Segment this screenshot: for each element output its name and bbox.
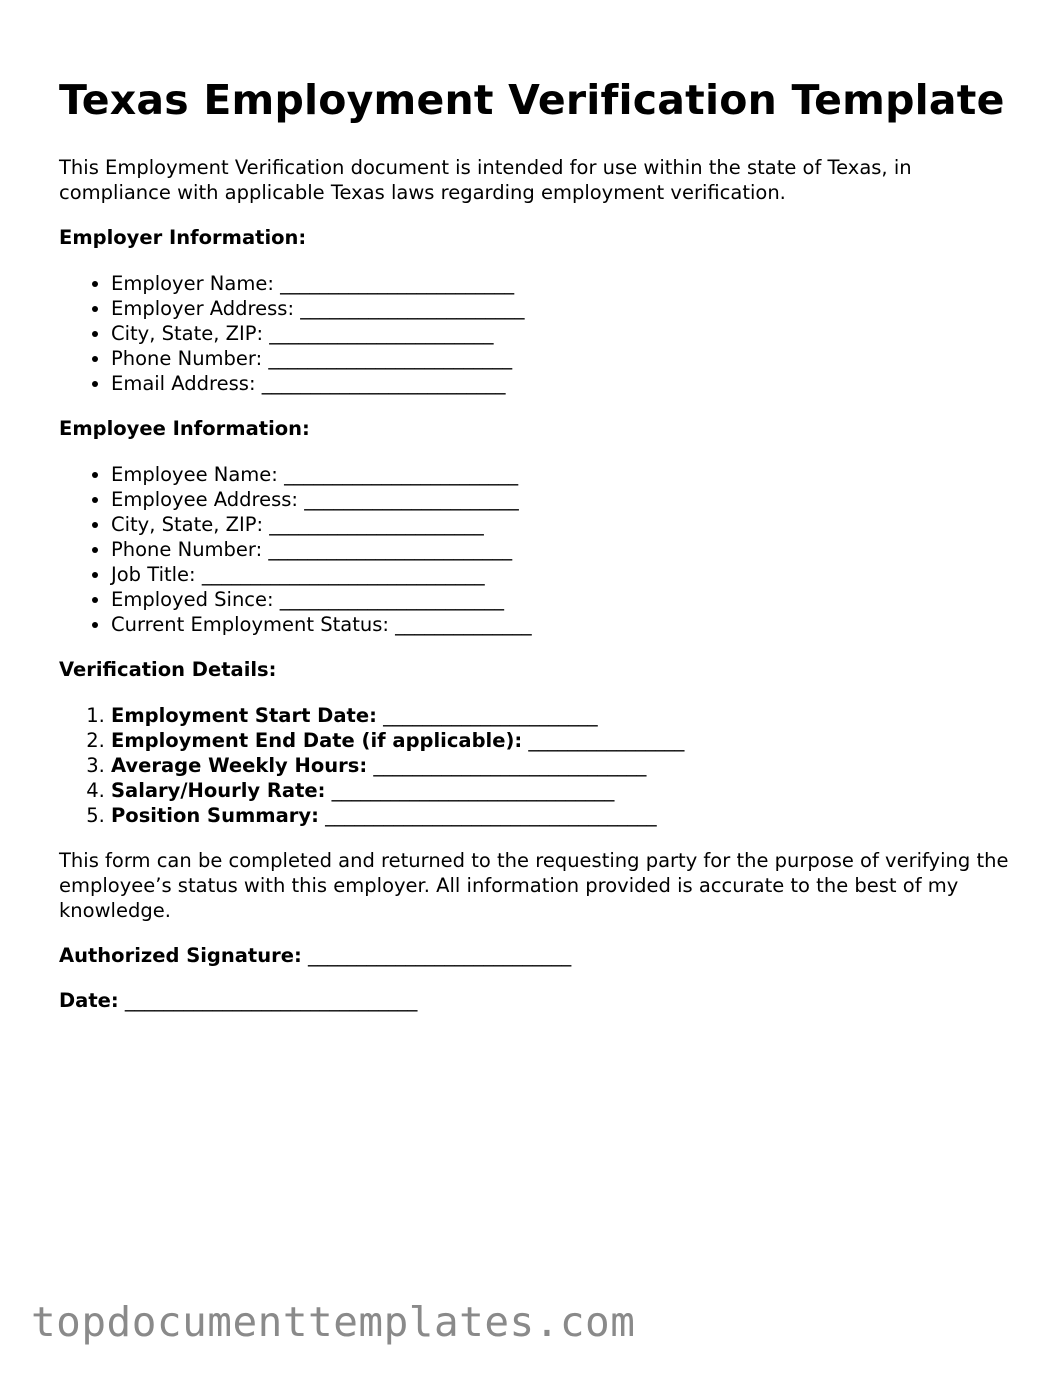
date-blank: ______________________________ bbox=[118, 989, 418, 1012]
start-date-field bbox=[111, 703, 1009, 728]
employer-section-heading: Employer Information: bbox=[59, 226, 307, 249]
end-date-field bbox=[111, 728, 1009, 753]
document-page bbox=[59, 76, 1009, 1013]
salary-rate-blank: _____________________________ bbox=[325, 779, 615, 802]
end-date-blank: ________________ bbox=[522, 729, 685, 752]
start-date-label: Employment Start Date: bbox=[111, 704, 377, 727]
date-label: Date: bbox=[59, 989, 119, 1012]
position-summary-field bbox=[111, 803, 1009, 828]
signature-label: Authorized Signature: bbox=[59, 944, 302, 967]
verification-field-list bbox=[59, 703, 1009, 828]
employer-city-state-zip-field: • City, State, ZIP: _______________________ bbox=[111, 321, 1009, 346]
job-title-field: • Job Title: _____________________________ bbox=[111, 562, 1009, 587]
employee-address-field: • Employee Address: ______________________ bbox=[111, 487, 1009, 512]
employee-field-list bbox=[59, 462, 1009, 637]
salary-rate-label: Salary/Hourly Rate: bbox=[111, 779, 326, 802]
weekly-hours-field bbox=[111, 753, 1009, 778]
weekly-hours-label: Average Weekly Hours: bbox=[111, 754, 368, 777]
employee-city-state-zip-field: • City, State, ZIP: ______________________ bbox=[111, 512, 1009, 537]
employer-email-field: • Email Address: _________________________ bbox=[111, 371, 1009, 396]
site-watermark: topdocumenttemplates.com bbox=[31, 1298, 636, 1346]
date-line bbox=[59, 988, 1009, 1013]
employee-phone-field: • Phone Number: _________________________ bbox=[111, 537, 1009, 562]
verification-section-heading: Verification Details: bbox=[59, 658, 277, 681]
employer-address-field: • Employer Address: _______________________ bbox=[111, 296, 1009, 321]
intro-paragraph: This Employment Verification document is intended for use within the state of Texas, in compliance with applicable Texas laws regarding employment verification. bbox=[59, 156, 912, 204]
signature-line bbox=[59, 943, 1009, 968]
salary-rate-field bbox=[111, 778, 1009, 803]
position-summary-label: Position Summary: bbox=[111, 804, 319, 827]
closing-paragraph: This form can be completed and returned to the requesting party for the purpose of verifying the employee’s status with this employer. All information provided is accurate to the best of my knowledge. bbox=[59, 849, 1009, 922]
employment-status-field: • Current Employment Status: ______________ bbox=[111, 612, 1009, 637]
employer-field-list bbox=[59, 271, 1009, 396]
employer-name-field: • Employer Name: ________________________ bbox=[111, 271, 1009, 296]
start-date-blank: ______________________ bbox=[376, 704, 598, 727]
weekly-hours-blank: ____________________________ bbox=[367, 754, 647, 777]
employed-since-field: • Employed Since: _______________________ bbox=[111, 587, 1009, 612]
employer-phone-field: • Phone Number: _________________________ bbox=[111, 346, 1009, 371]
end-date-label: Employment End Date (if applicable): bbox=[111, 729, 523, 752]
position-summary-blank: __________________________________ bbox=[318, 804, 657, 827]
signature-blank: ___________________________ bbox=[301, 944, 572, 967]
employee-section-heading: Employee Information: bbox=[59, 417, 310, 440]
employee-name-field: • Employee Name: ________________________ bbox=[111, 462, 1009, 487]
document-title: Texas Employment Verification Template bbox=[59, 76, 1005, 124]
